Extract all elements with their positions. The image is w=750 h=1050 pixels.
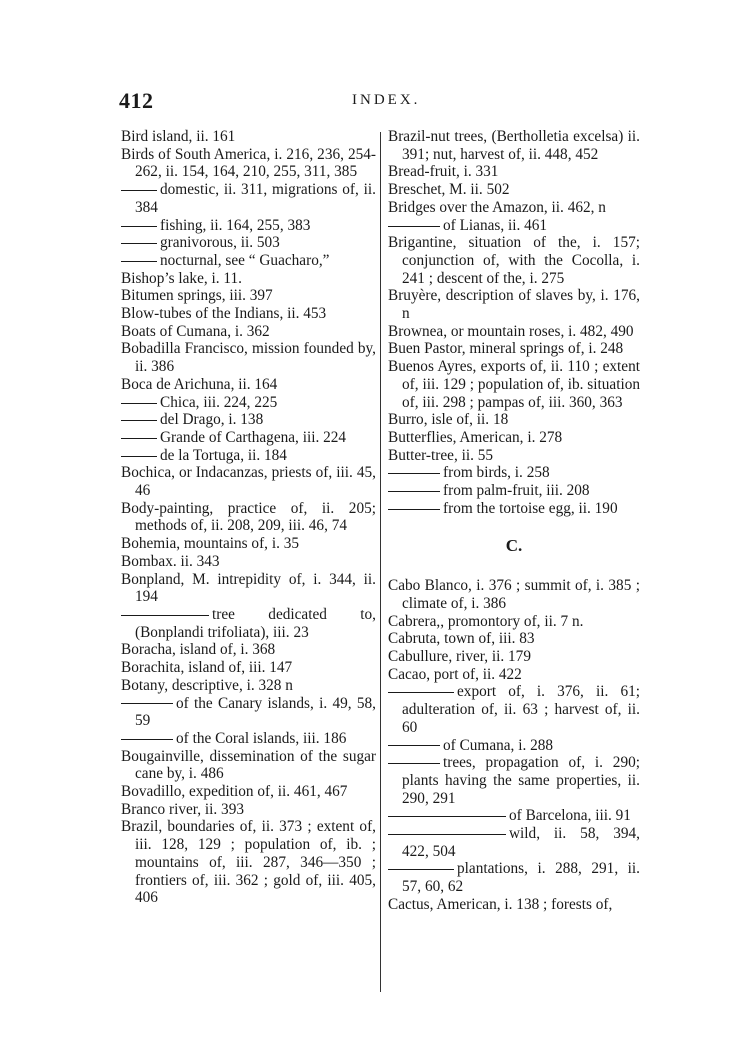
entry-text: Cabullure, river, ii. 179 [388, 647, 531, 665]
entry-text: trees, propagation of, i. 290; plants having the same properties, ii. 290, 291 [402, 754, 640, 807]
index-entry [121, 128, 376, 146]
index-subentry [121, 606, 376, 641]
index-subentry [388, 825, 640, 860]
index-entry [121, 146, 376, 181]
ditto-dash [388, 869, 454, 870]
index-subentry [388, 482, 640, 500]
index-entry [388, 630, 640, 648]
entry-text: Bohemia, mountains of, i. 35 [121, 535, 300, 553]
index-subentry [121, 217, 376, 235]
entry-text: export of, i. 376, ii. 61; adulteration of, ii. 63 ; harvest of, ii. 60 [402, 683, 640, 736]
index-subentry [121, 252, 376, 270]
entry-text: Brazil-nut trees, (Bertholletia excelsa) ii. 391; nut, harvest of, ii. 448, 452 [388, 128, 640, 163]
index-column-left [121, 128, 376, 907]
index-entry [388, 358, 640, 411]
entry-text: from the tortoise egg, ii. 190 [443, 499, 618, 517]
index-entry [388, 234, 640, 287]
entry-text: of Cumana, i. 288 [443, 736, 554, 754]
index-entry [388, 287, 640, 322]
ditto-dash [388, 509, 440, 510]
entry-text: Buen Pastor, mineral springs of, i. 248 [388, 340, 624, 358]
entry-text: Bird island, ii. 161 [121, 128, 236, 145]
entry-text: plantations, i. 288, 291, ii. 57, 60, 62 [402, 860, 640, 896]
index-subentry [388, 807, 640, 825]
ditto-dash [388, 816, 506, 817]
index-entry [121, 571, 376, 606]
running-head: INDEX. [352, 92, 421, 108]
entry-text: Body-painting, practice of, ii. 205; methods of, ii. 208, 209, iii. 46, 74 [121, 499, 376, 535]
entry-text: domestic, ii. 311, migrations of, ii. 384 [135, 181, 376, 216]
entry-text: Bougainville, dissemination of the sugar cane by, i. 486 [121, 747, 376, 783]
ditto-dash [121, 615, 209, 616]
ditto-dash [121, 438, 157, 439]
index-entry [388, 323, 640, 341]
entry-text: of the Canary islands, i. 49, 58, 59 [135, 694, 376, 730]
ditto-dash [121, 403, 157, 404]
entry-text: Cactus, American, i. 138 ; forests of, [388, 895, 613, 913]
index-entry [121, 553, 376, 571]
entry-text: Brazil, boundaries of, ii. 373 ; extent of, iii. 128, 129 ; population of, ib. ; mountains of, iii. 287, 346—350 ; frontiers of, iii. 362 ; gold of, iii. 405, 406 [121, 818, 376, 907]
entry-text: Cabo Blanco, i. 376 ; summit of, i. 385 ; climate of, i. 386 [388, 577, 640, 612]
entry-text: Boca de Arichuna, ii. 164 [121, 375, 278, 393]
ditto-dash [121, 226, 157, 227]
entry-text: of Barcelona, iii. 91 [509, 807, 631, 825]
entry-text: Bishop’s lake, i. 11. [121, 269, 242, 287]
index-subentry [388, 860, 640, 895]
entry-text: Butterflies, American, i. 278 [388, 428, 563, 446]
entry-text: fishing, ii. 164, 255, 383 [160, 216, 311, 234]
index-entry [388, 163, 640, 181]
index-entry [388, 896, 640, 914]
entry-text: Bombax. ii. 343 [121, 552, 220, 570]
entry-text: Brownea, or mountain roses, i. 482, 490 [388, 322, 634, 340]
entry-text: Bovadillo, expedition of, ii. 461, 467 [121, 783, 348, 801]
entry-text: Cacao, port of, ii. 422 [388, 665, 522, 683]
entry-text: Bridges over the Amazon, ii. 462, n [388, 198, 606, 216]
entry-text: Boats of Cumana, i. 362 [121, 322, 270, 340]
index-subentry [121, 695, 376, 730]
ditto-dash [121, 243, 157, 244]
entry-text: tree dedicated to, (Bonplandi trifoliata), iii. 23 [135, 605, 376, 641]
column-rule [380, 132, 381, 992]
index-entry [121, 305, 376, 323]
entry-text: Butter-tree, ii. 55 [388, 446, 494, 464]
index-subentry [388, 737, 640, 755]
index-column-right [388, 128, 640, 914]
index-subentry [121, 429, 376, 447]
index-entry [121, 376, 376, 394]
index-entry [388, 577, 640, 612]
index-subentry [388, 464, 640, 482]
ditto-dash [388, 226, 440, 227]
entry-text: Birds of South America, i. 216, 236, 254-262, ii. 154, 164, 210, 255, 311, 385 [121, 145, 376, 181]
index-entry [388, 447, 640, 465]
index-entry [121, 464, 376, 499]
entry-text: wild, ii. 58, 394, 422, 504 [402, 825, 640, 860]
index-entry [388, 613, 640, 631]
entry-text: del Drago, i. 138 [160, 411, 264, 429]
section-letter: C. [505, 536, 523, 556]
entry-text: from palm-fruit, iii. 208 [443, 482, 590, 500]
index-entry [121, 659, 376, 677]
entry-text: Buenos Ayres, exports of, ii. 110 ; extent of, iii. 129 ; population of, ib. situation of, iii. 298 ; pampas of, iii. 360, 363 [388, 358, 640, 411]
ditto-dash [388, 692, 454, 693]
entry-text: de la Tortuga, ii. 184 [160, 446, 287, 464]
index-entry [388, 128, 640, 163]
page-number: 412 [119, 88, 154, 113]
entry-text: Boracha, island of, i. 368 [121, 641, 276, 659]
index-entry [121, 500, 376, 535]
entry-text: Grande of Carthagena, iii. 224 [160, 428, 347, 446]
index-subentry [388, 683, 640, 736]
entry-text: Brigantine, situation of the, i. 157; conjunction of, with the Cocolla, i. 241 ; descent of the, i. 275 [388, 234, 640, 287]
entry-text: Blow-tubes of the Indians, ii. 453 [121, 305, 327, 323]
entry-text: Cabrera,, promontory of, ii. 7 n. [388, 612, 584, 630]
index-entry [121, 783, 376, 801]
index-entry [121, 677, 376, 695]
entry-text: Bruyère, description of slaves by, i. 176, n [388, 287, 640, 323]
ditto-dash [388, 745, 440, 746]
index-entry [121, 323, 376, 341]
index-entry [121, 818, 376, 907]
index-subentry [121, 394, 376, 412]
index-subentry [121, 181, 376, 216]
index-subentry [121, 730, 376, 748]
index-subentry [121, 234, 376, 252]
index-subentry [388, 500, 640, 518]
ditto-dash [388, 473, 440, 474]
entry-text: Bonpland, M. intrepidity of, i. 344, ii. 194 [121, 570, 376, 606]
index-subentry [388, 217, 640, 235]
index-entry [388, 340, 640, 358]
index-entry [388, 411, 640, 429]
index-entry [121, 748, 376, 783]
index-entry [121, 270, 376, 288]
ditto-dash [121, 703, 173, 704]
entry-text: Breschet, M. ii. 502 [388, 181, 510, 199]
entry-text: Bochica, or Indacanzas, priests of, iii. 45, 46 [121, 464, 376, 500]
ditto-dash [388, 763, 440, 764]
entry-text: of the Coral islands, iii. 186 [176, 729, 347, 747]
entry-text: of Lianas, ii. 461 [443, 216, 548, 234]
index-entry [121, 340, 376, 375]
index-entry [388, 199, 640, 217]
ditto-dash [121, 420, 157, 421]
entry-text: Burro, isle of, ii. 18 [388, 411, 509, 429]
index-entry [121, 641, 376, 659]
index-entry [388, 181, 640, 199]
entry-text: Branco river, ii. 393 [121, 800, 245, 818]
index-entry [121, 287, 376, 305]
ditto-dash [388, 834, 506, 835]
entry-text: granivorous, ii. 503 [160, 234, 280, 252]
ditto-dash [121, 190, 157, 191]
index-entry [388, 666, 640, 684]
index-subentry [388, 754, 640, 807]
entry-text: nocturnal, see “ Guacharo,” [160, 251, 330, 269]
ditto-dash [388, 491, 440, 492]
entry-text: Borachita, island of, iii. 147 [121, 659, 293, 677]
index-entry [121, 801, 376, 819]
entry-text: Bobadilla Francisco, mission founded by, ii. 386 [121, 340, 376, 376]
ditto-dash [121, 261, 157, 262]
entry-text: Bread-fruit, i. 331 [388, 163, 499, 181]
entry-text: Bitumen springs, iii. 397 [121, 287, 273, 305]
index-entry [388, 429, 640, 447]
index-entry [121, 535, 376, 553]
entry-text: Cabruta, town of, iii. 83 [388, 630, 535, 648]
entry-text: Chica, iii. 224, 225 [160, 393, 278, 411]
index-entry [388, 648, 640, 666]
entry-text: Botany, descriptive, i. 328 n [121, 676, 293, 694]
ditto-dash [121, 739, 173, 740]
entry-text: from birds, i. 258 [443, 464, 550, 482]
index-subentry [121, 411, 376, 429]
ditto-dash [121, 456, 157, 457]
index-subentry [121, 447, 376, 465]
